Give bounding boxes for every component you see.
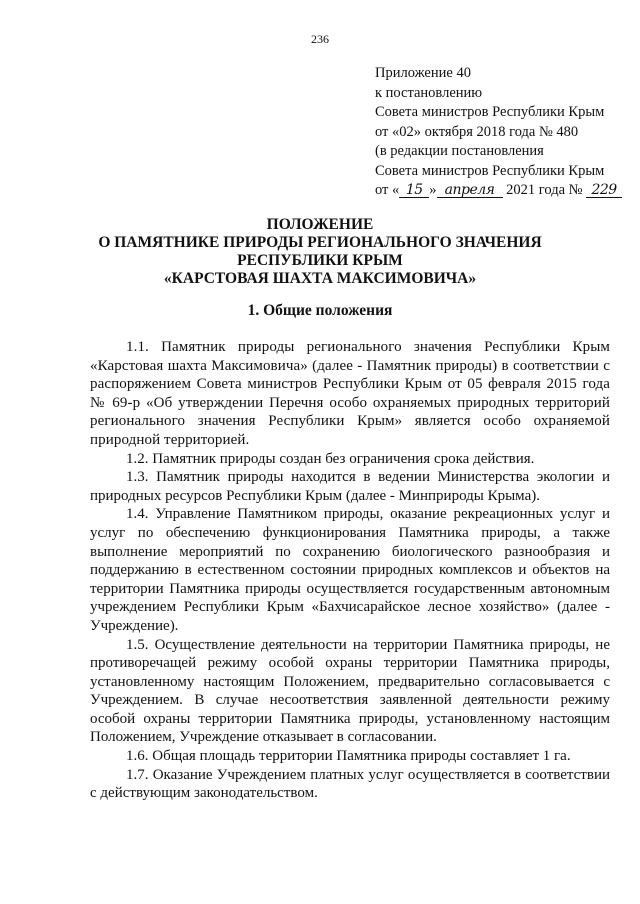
date-year: 2021 года № [502, 182, 587, 198]
handwritten-number: 229 [586, 183, 622, 198]
appendix-line: Совета министров Республики Крым [375, 162, 605, 179]
title-line: РЕСПУБЛИКИ КРЫМ [237, 252, 403, 269]
title-line: О ПАМЯТНИКЕ ПРИРОДЫ РЕГИОНАЛЬНОГО ЗНАЧЕНИЯ [98, 234, 542, 251]
title-line: «КАРСТОВАЯ ШАХТА МАКСИМОВИЧА» [163, 270, 477, 287]
appendix-date-line [375, 181, 625, 201]
title-line: ПОЛОЖЕНИЕ [266, 216, 374, 233]
paragraph-1-2: 1.2. Памятник природы создан без ограничения срока действия. [126, 450, 535, 467]
section-heading: 1. Общие положения [247, 302, 393, 319]
date-prefix: от « [375, 182, 400, 198]
appendix-line: (в редакции постановления [375, 143, 544, 159]
handwritten-month: апреля [437, 183, 503, 198]
page-number: 236 [311, 32, 329, 46]
appendix-line: от «02» октября 2018 года № 480 [375, 123, 579, 140]
paragraph-1-5: 1.5. Осуществление деятельности на территории Памятника природы, не противоречащей режиму особой охраны территории Памятника природы, установленному настоящим Положением, предварительно согласовывается с Учреждением. В случае несоответствия заявленной деятельности режиму особой охраны территории Памятника природы, установленному настоящим Положением, Учреждение отказывает в согласовании. [90, 636, 610, 746]
paragraph-1-6: 1.6. Общая площадь территории Памятника природы составляет 1 га. [126, 748, 571, 765]
date-quote: » [429, 182, 437, 198]
paragraph-1-4: 1.4. Управление Памятником природы, оказание рекреационных услуг и услуг по обеспечению функционирования Памятника природы, а также выполнение мероприятий по сохранению биологического разнообразия и поддержанию в естественном состоянии природных комплексов и объектов на территории Памятника природы осуществляется государственным автономным учреждением Республики Крым «Бахчисарайское лесное хозяйство» (далее - Учреждение). [90, 506, 610, 634]
handwritten-day: 15 [399, 183, 429, 198]
document-body [90, 338, 610, 803]
paragraph-1-7: 1.7. Оказание Учреждением платных услуг осуществляется в соответствии с действующим законодательством. [90, 766, 610, 802]
document-title [0, 216, 640, 288]
paragraph-1-1: 1.1. Памятник природы регионального значения Республики Крым «Карстовая шахта Максимовича» (далее - Памятник природы) в соответствии с распоряжением Совета министров Республики Крым от 05 февраля 2015 года № 69-р «Об утверждении Перечня особо охраняемых природных территорий регионального значения Республики Крым» является особо охраняемой природной территорией. [90, 339, 610, 448]
appendix-line: Совета министров Республики Крым [375, 104, 605, 120]
appendix-line: к постановлению [375, 84, 483, 101]
appendix-line: Приложение 40 [375, 65, 471, 81]
appendix-block [375, 64, 625, 201]
paragraph-1-3: 1.3. Памятник природы находится в ведении Министерства экологии и природных ресурсов Республики Крым (далее - Минприроды Крыма). [90, 469, 610, 504]
